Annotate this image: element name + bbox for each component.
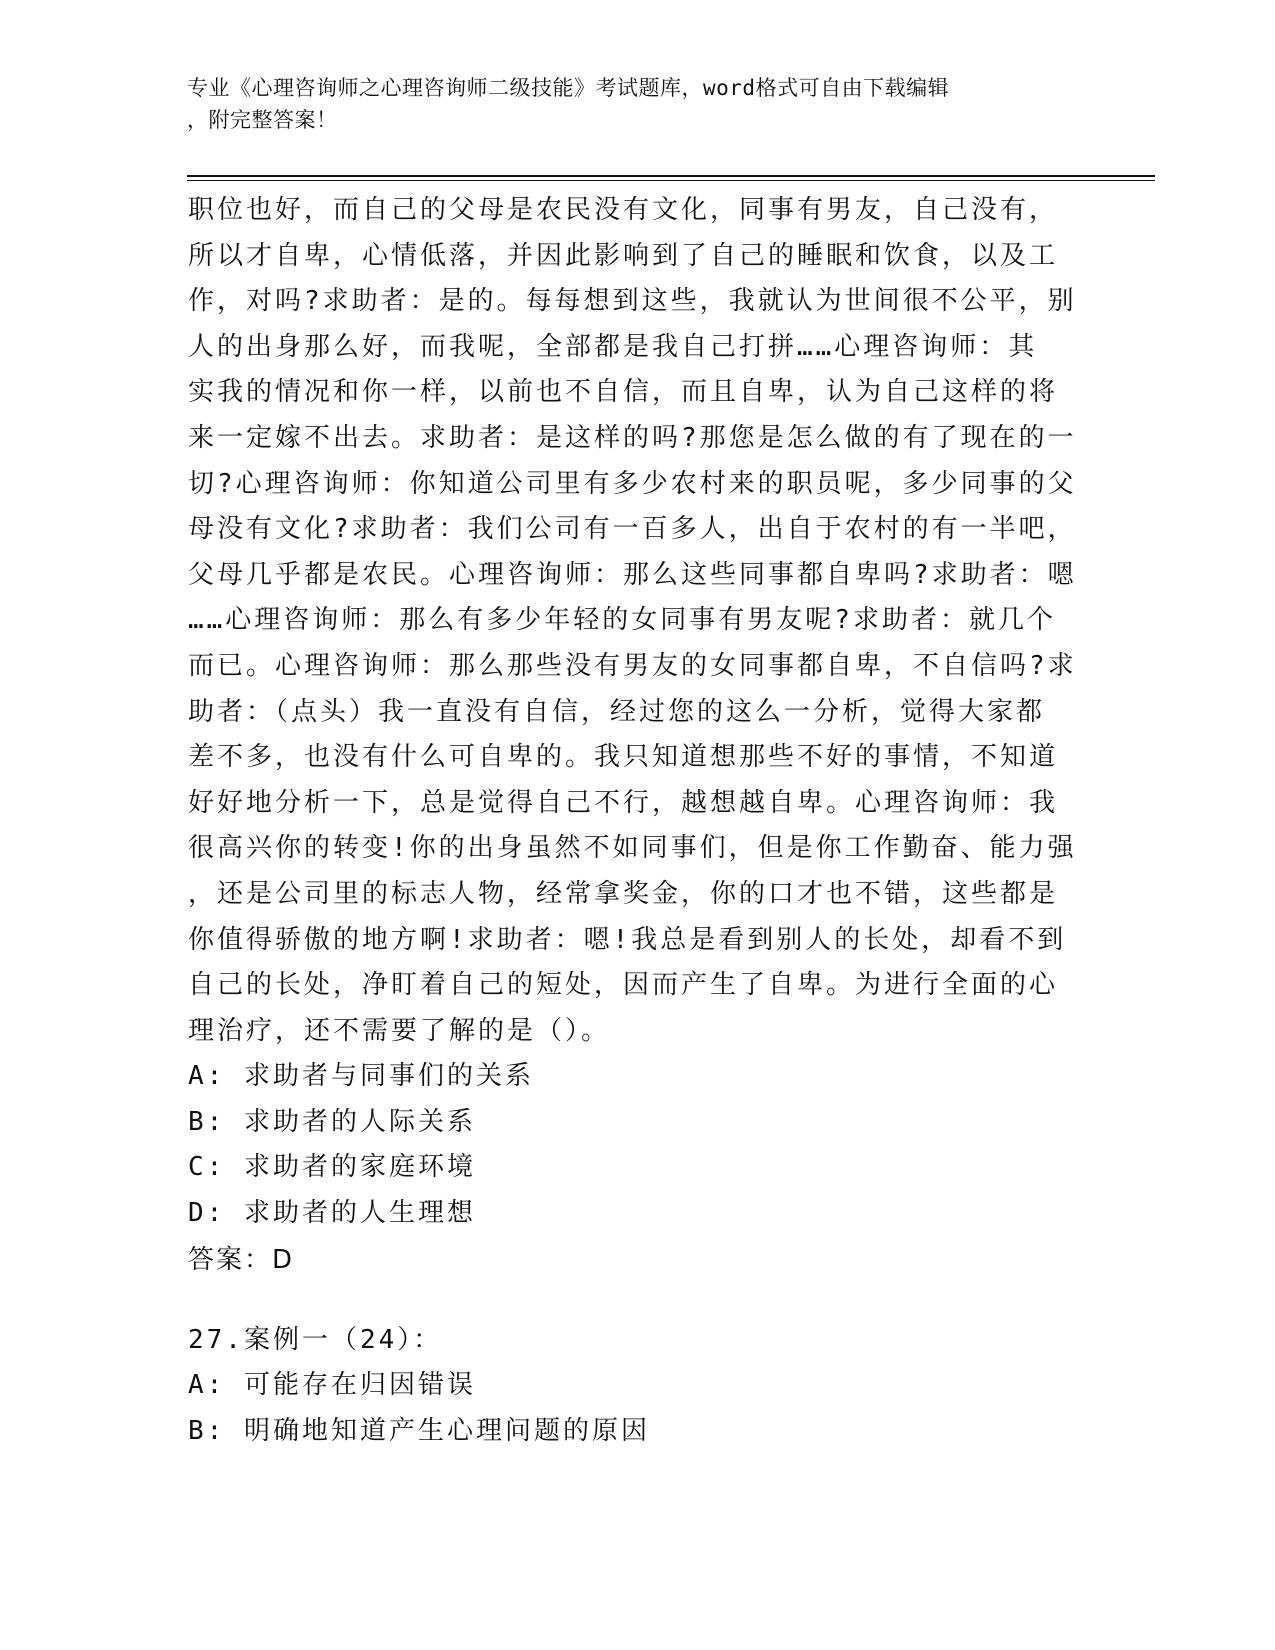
stem-line: 助者：（点头）我一直没有自信，经过您的这么一分析，觉得大家都 [188, 696, 1046, 727]
option-c: C: 求助者的家庭环境 [188, 1152, 476, 1183]
stem-line: 来一定嫁不出去。求助者：是这样的吗?那您是怎么做的有了现在的一 [188, 422, 1077, 453]
option-d: D: 求助者的人生理想 [188, 1198, 476, 1229]
stem-line: 差不多，也没有什么可自卑的。我只知道想那些不好的事情，不知道 [188, 742, 1059, 773]
header-line-1: 专业《心理咨询师之心理咨询师二级技能》考试题库，word格式可自由下载编辑 [187, 76, 950, 100]
header-line-2: ，附完整答案！ [187, 108, 338, 132]
stem-line: 作，对吗?求助者：是的。每每想到这些，我就认为世间很不公平，别 [188, 286, 1077, 317]
stem-line: 好好地分析一下，总是觉得自己不行，越想越自卑。心理咨询师：我 [188, 787, 1059, 818]
stem-line: 实我的情况和你一样，以前也不自信，而且自卑，认为自己这样的将 [188, 377, 1059, 408]
document-header [187, 72, 1067, 136]
header-rule-thick [187, 175, 1155, 177]
stem-line: ，还是公司里的标志人物，经常拿奖金，你的口才也不错，这些都是 [188, 878, 1059, 909]
option-a: A: 求助者与同事们的关系 [188, 1061, 534, 1092]
question-27-title: 27.案例一（24）： [188, 1324, 443, 1355]
answer-text: 答案：D [188, 1244, 295, 1275]
option-b: B: 求助者的人际关系 [188, 1106, 476, 1137]
stem-line: 很高兴你的转变!你的出身虽然不如同事们，但是你工作勤奋、能力强 [188, 833, 1077, 864]
stem-line: ……心理咨询师：那么有多少年轻的女同事有男友呢?求助者：就几个 [188, 605, 1056, 636]
stem-line: 人的出身那么好，而我呢，全部都是我自己打拼……心理咨询师：其 [188, 331, 1038, 362]
stem-line: 你值得骄傲的地方啊!求助者：嗯!我总是看到别人的长处，却看不到 [188, 924, 1067, 955]
stem-line: 父母几乎都是农民。心理咨询师：那么这些同事都自卑吗?求助者：嗯 [188, 559, 1077, 590]
q27-option-b: B: 明确地知道产生心理问题的原因 [188, 1415, 650, 1446]
stem-line: 切?心理咨询师：你知道公司里有多少农村来的职员呢，多少同事的父 [188, 468, 1077, 499]
document-body [188, 188, 1088, 1454]
question-26-stem [188, 188, 1088, 1054]
stem-line: 理治疗，还不需要了解的是（）。 [188, 1015, 611, 1046]
stem-line: 职位也好，而自己的父母是农民没有文化，同事有男友，自己没有， [188, 195, 1059, 225]
stem-line: 所以才自卑，心情低落，并因此影响到了自己的睡眠和饮食，以及工 [188, 240, 1059, 271]
q27-option-a: A: 可能存在归因错误 [188, 1370, 476, 1401]
stem-line: 而已。心理咨询师：那么那些没有男友的女同事都自卑，不自信吗?求 [188, 650, 1077, 681]
stem-line: 自己的长处，净盯着自己的短处，因而产生了自卑。为进行全面的心 [188, 970, 1059, 1001]
header-rule-thin [187, 180, 1155, 181]
stem-line: 母没有文化?求助者：我们公司有一百多人，出自于农村的有一半吧， [188, 514, 1077, 545]
